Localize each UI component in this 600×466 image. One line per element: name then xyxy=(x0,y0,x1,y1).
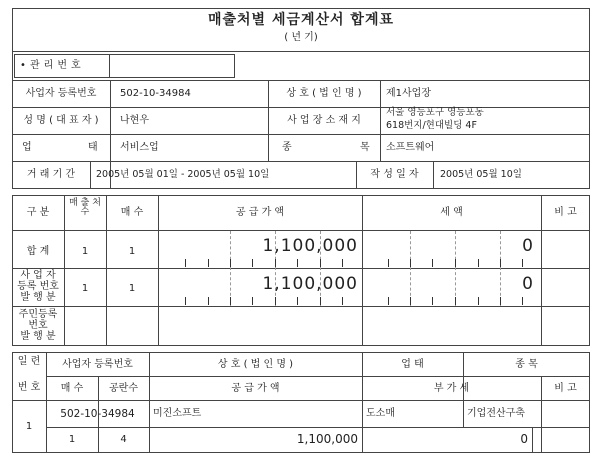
detail-type: 도소매 xyxy=(366,408,395,419)
type-label-b: 태 xyxy=(88,142,98,153)
detail-serial: 1 xyxy=(25,421,33,432)
detail-supply: 1,100,000 xyxy=(296,432,358,446)
type-label-a: 업 xyxy=(22,142,32,153)
period-label: 거 래 기 간 xyxy=(26,169,76,180)
detail-col-blank-count: 공란수 xyxy=(109,383,138,394)
summary-total-sellers: 1 xyxy=(81,246,89,257)
detail-blank-count: 4 xyxy=(120,434,127,445)
detail-count: 1 xyxy=(68,434,76,445)
date-label: 작 성 일 자 xyxy=(370,169,419,180)
detail-company: 미진소프트 xyxy=(153,408,202,419)
biz-no-value: 502-10-34984 xyxy=(120,88,191,99)
ceo-label: 성 명 ( 대 표 자 ) xyxy=(23,115,99,126)
summary-resident-label-1: 주민등록 xyxy=(18,309,58,320)
summary-biz-label-2: 등록 번호 xyxy=(17,281,59,292)
type-value: 서비스업 xyxy=(120,142,159,153)
item-value: 소프트웨어 xyxy=(386,142,435,153)
mgmt-bullet: • xyxy=(20,60,26,71)
addr-label: 사 업 장 소 재 지 xyxy=(287,115,361,126)
period-line: ( 년 기) xyxy=(284,32,318,43)
summary-total-tax: 0 xyxy=(522,236,534,256)
summary-total-supply: 1,100,000 xyxy=(262,236,358,256)
item-label-a: 종 xyxy=(282,142,292,153)
company-label: 상 호 ( 법 인 명 ) xyxy=(286,88,362,99)
addr-line2: 618번지/현대빌딩 4F xyxy=(386,120,477,131)
detail-serial-a: 일 련 xyxy=(17,356,41,367)
summary-total-count: 1 xyxy=(128,246,136,257)
detail-col-note: 비 고 xyxy=(554,383,577,394)
col-supply: 공 급 가 액 xyxy=(235,207,285,218)
summary-resident-label-2: 번호 xyxy=(28,320,48,331)
mgmt-value-field[interactable] xyxy=(110,54,235,78)
col-note: 비 고 xyxy=(554,207,577,218)
detail-col-company: 상 호 ( 법 인 명 ) xyxy=(217,359,294,370)
summary-biz-tax: 0 xyxy=(522,274,534,294)
detail-biz-no: 502-10-34984 xyxy=(60,408,135,420)
summary-biz-label-1: 사 업 자 xyxy=(20,270,56,281)
detail-item: 기업전산구축 xyxy=(467,408,525,419)
summary-biz-count: 1 xyxy=(128,283,136,294)
col-tax: 세 액 xyxy=(440,207,463,218)
detail-col-type: 업 태 xyxy=(401,359,424,370)
detail-col-tax: 부 가 세 xyxy=(433,383,470,394)
detail-col-supply: 공 급 가 액 xyxy=(231,383,280,394)
col-count: 매 수 xyxy=(120,207,144,218)
detail-col-biz-no: 사업자 등록번호 xyxy=(62,359,133,370)
detail-tax: 0 xyxy=(520,432,528,446)
col-sellers: 매 출 처 수 xyxy=(69,198,101,217)
mgmt-label: 관리번호 xyxy=(30,60,85,71)
detail-col-count: 매 수 xyxy=(60,383,84,394)
item-label-b: 목 xyxy=(360,142,370,153)
biz-no-label: 사업자 등록번호 xyxy=(25,88,97,99)
date-value: 2005년 05월 10일 xyxy=(440,169,522,180)
detail-col-item: 종 목 xyxy=(515,359,538,370)
summary-biz-label-3: 발 행 분 xyxy=(20,292,56,303)
period-value: 2005년 05월 01일 - 2005년 05월 10일 xyxy=(96,169,270,180)
summary-total-label: 합 계 xyxy=(26,246,50,257)
summary-biz-sellers: 1 xyxy=(81,283,89,294)
page-title: 매출처별 세금계산서 합계표 xyxy=(207,12,395,28)
company-value: 제1사업장 xyxy=(386,88,432,99)
summary-resident-label-3: 발 행 분 xyxy=(20,331,56,342)
addr-line1: 서울 영등포구 영등포동 xyxy=(386,107,484,118)
detail-serial-b: 번 호 xyxy=(17,382,41,393)
col-division: 구 분 xyxy=(26,207,50,218)
summary-biz-supply: 1,100,000 xyxy=(262,274,358,294)
ceo-value: 나현우 xyxy=(120,115,149,126)
